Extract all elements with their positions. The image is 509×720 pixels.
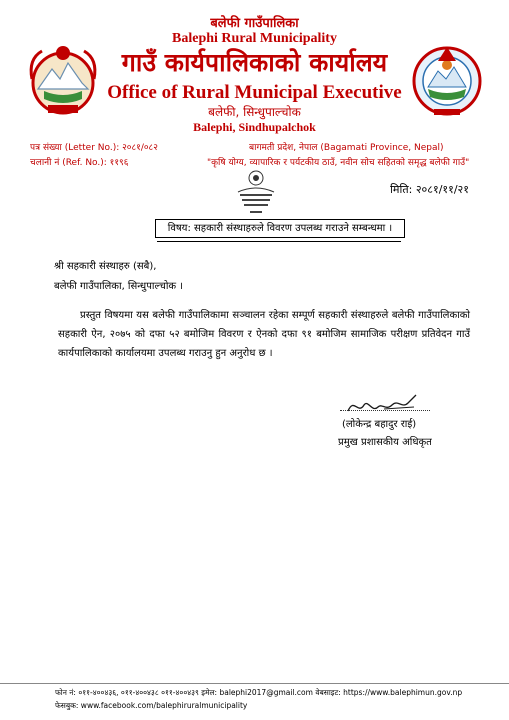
slogan: "कृषि योग्य, व्यापारिक र पर्यटकीय ठाउँ, नवीन सोच सहितको समृद्ध बलेफी गाउँ" xyxy=(207,158,470,168)
balephi-municipality-logo xyxy=(408,39,486,121)
address-english: Balephi, Sindhupalchok xyxy=(193,120,316,134)
footer-facebook-line: फेसबुक: www.facebook.com/balephiruralmunicipality xyxy=(55,701,248,710)
palika-name-english: Balephi Rural Municipality xyxy=(172,31,337,46)
letter-date: मिति: २०८१/११/२१ xyxy=(390,183,469,196)
nepal-government-emblem-logo xyxy=(24,39,102,121)
reference-number: चलानी नं (Ref. No.): ११९६ xyxy=(30,158,129,168)
address-nepali: बलेफी, सिन्धुपाल्चोक xyxy=(208,105,301,119)
subject-line: विषय: सहकारी संस्थाहरुले विवरण उपलब्ध गराउने सम्बन्धमा । xyxy=(155,219,405,238)
subject-underline xyxy=(157,241,401,242)
recipient-line-1: श्री सहकारी संस्थाहरु (सबै), xyxy=(54,261,157,272)
signature-dotted-line xyxy=(340,410,430,411)
signatory-name: (लोकेन्द्र बहादुर राई) xyxy=(342,419,417,430)
footer-divider xyxy=(0,683,509,684)
province-line: बागमती प्रदेश, नेपाल (Bagamati Province, Nepal) xyxy=(249,143,444,153)
letter-number: पत्र संख्या (Letter No.): २०८१/०८२ xyxy=(30,143,158,153)
office-title-nepali: गाउँ कार्यपालिकाको कार्यालय xyxy=(121,48,388,77)
footer-contact-line: फोन नं: ०११-४००४३६, ०११-४००४३८ ०११-४००४३९ इमेल: balephi2017@gmail.com वेबसाइट: https://www.balephimun.gov.np xyxy=(55,688,463,697)
signatory-title: प्रमुख प्रशासकीय अधिकृत xyxy=(338,437,432,448)
recipient-line-2: बलेफी गाउँपालिका, सिन्धुपाल्चोक । xyxy=(54,281,184,292)
office-title-english: Office of Rural Municipal Executive xyxy=(107,82,402,103)
palika-name-nepali: बलेफी गाउँपालिका xyxy=(210,16,299,31)
office-stamp-seal xyxy=(232,168,280,220)
letter-body: प्रस्तुत विषयमा यस बलेफी गाउँपालिकामा सञ्चालन रहेका सम्पूर्ण सहकारी संस्थाहरुले बलेफी गाउँपालिकाको सहकारी ऐन, २०७५ को दफा ५२ बमोजिम विवरण र ऐनको दफा ९१ बमोजिम सामाजिक परीक्षण प्रतिवेदन गाउँ कार्यपालिकाको कार्यालयमा उपलब्ध गराउनु हुन अनुरोध छ । xyxy=(58,310,470,359)
